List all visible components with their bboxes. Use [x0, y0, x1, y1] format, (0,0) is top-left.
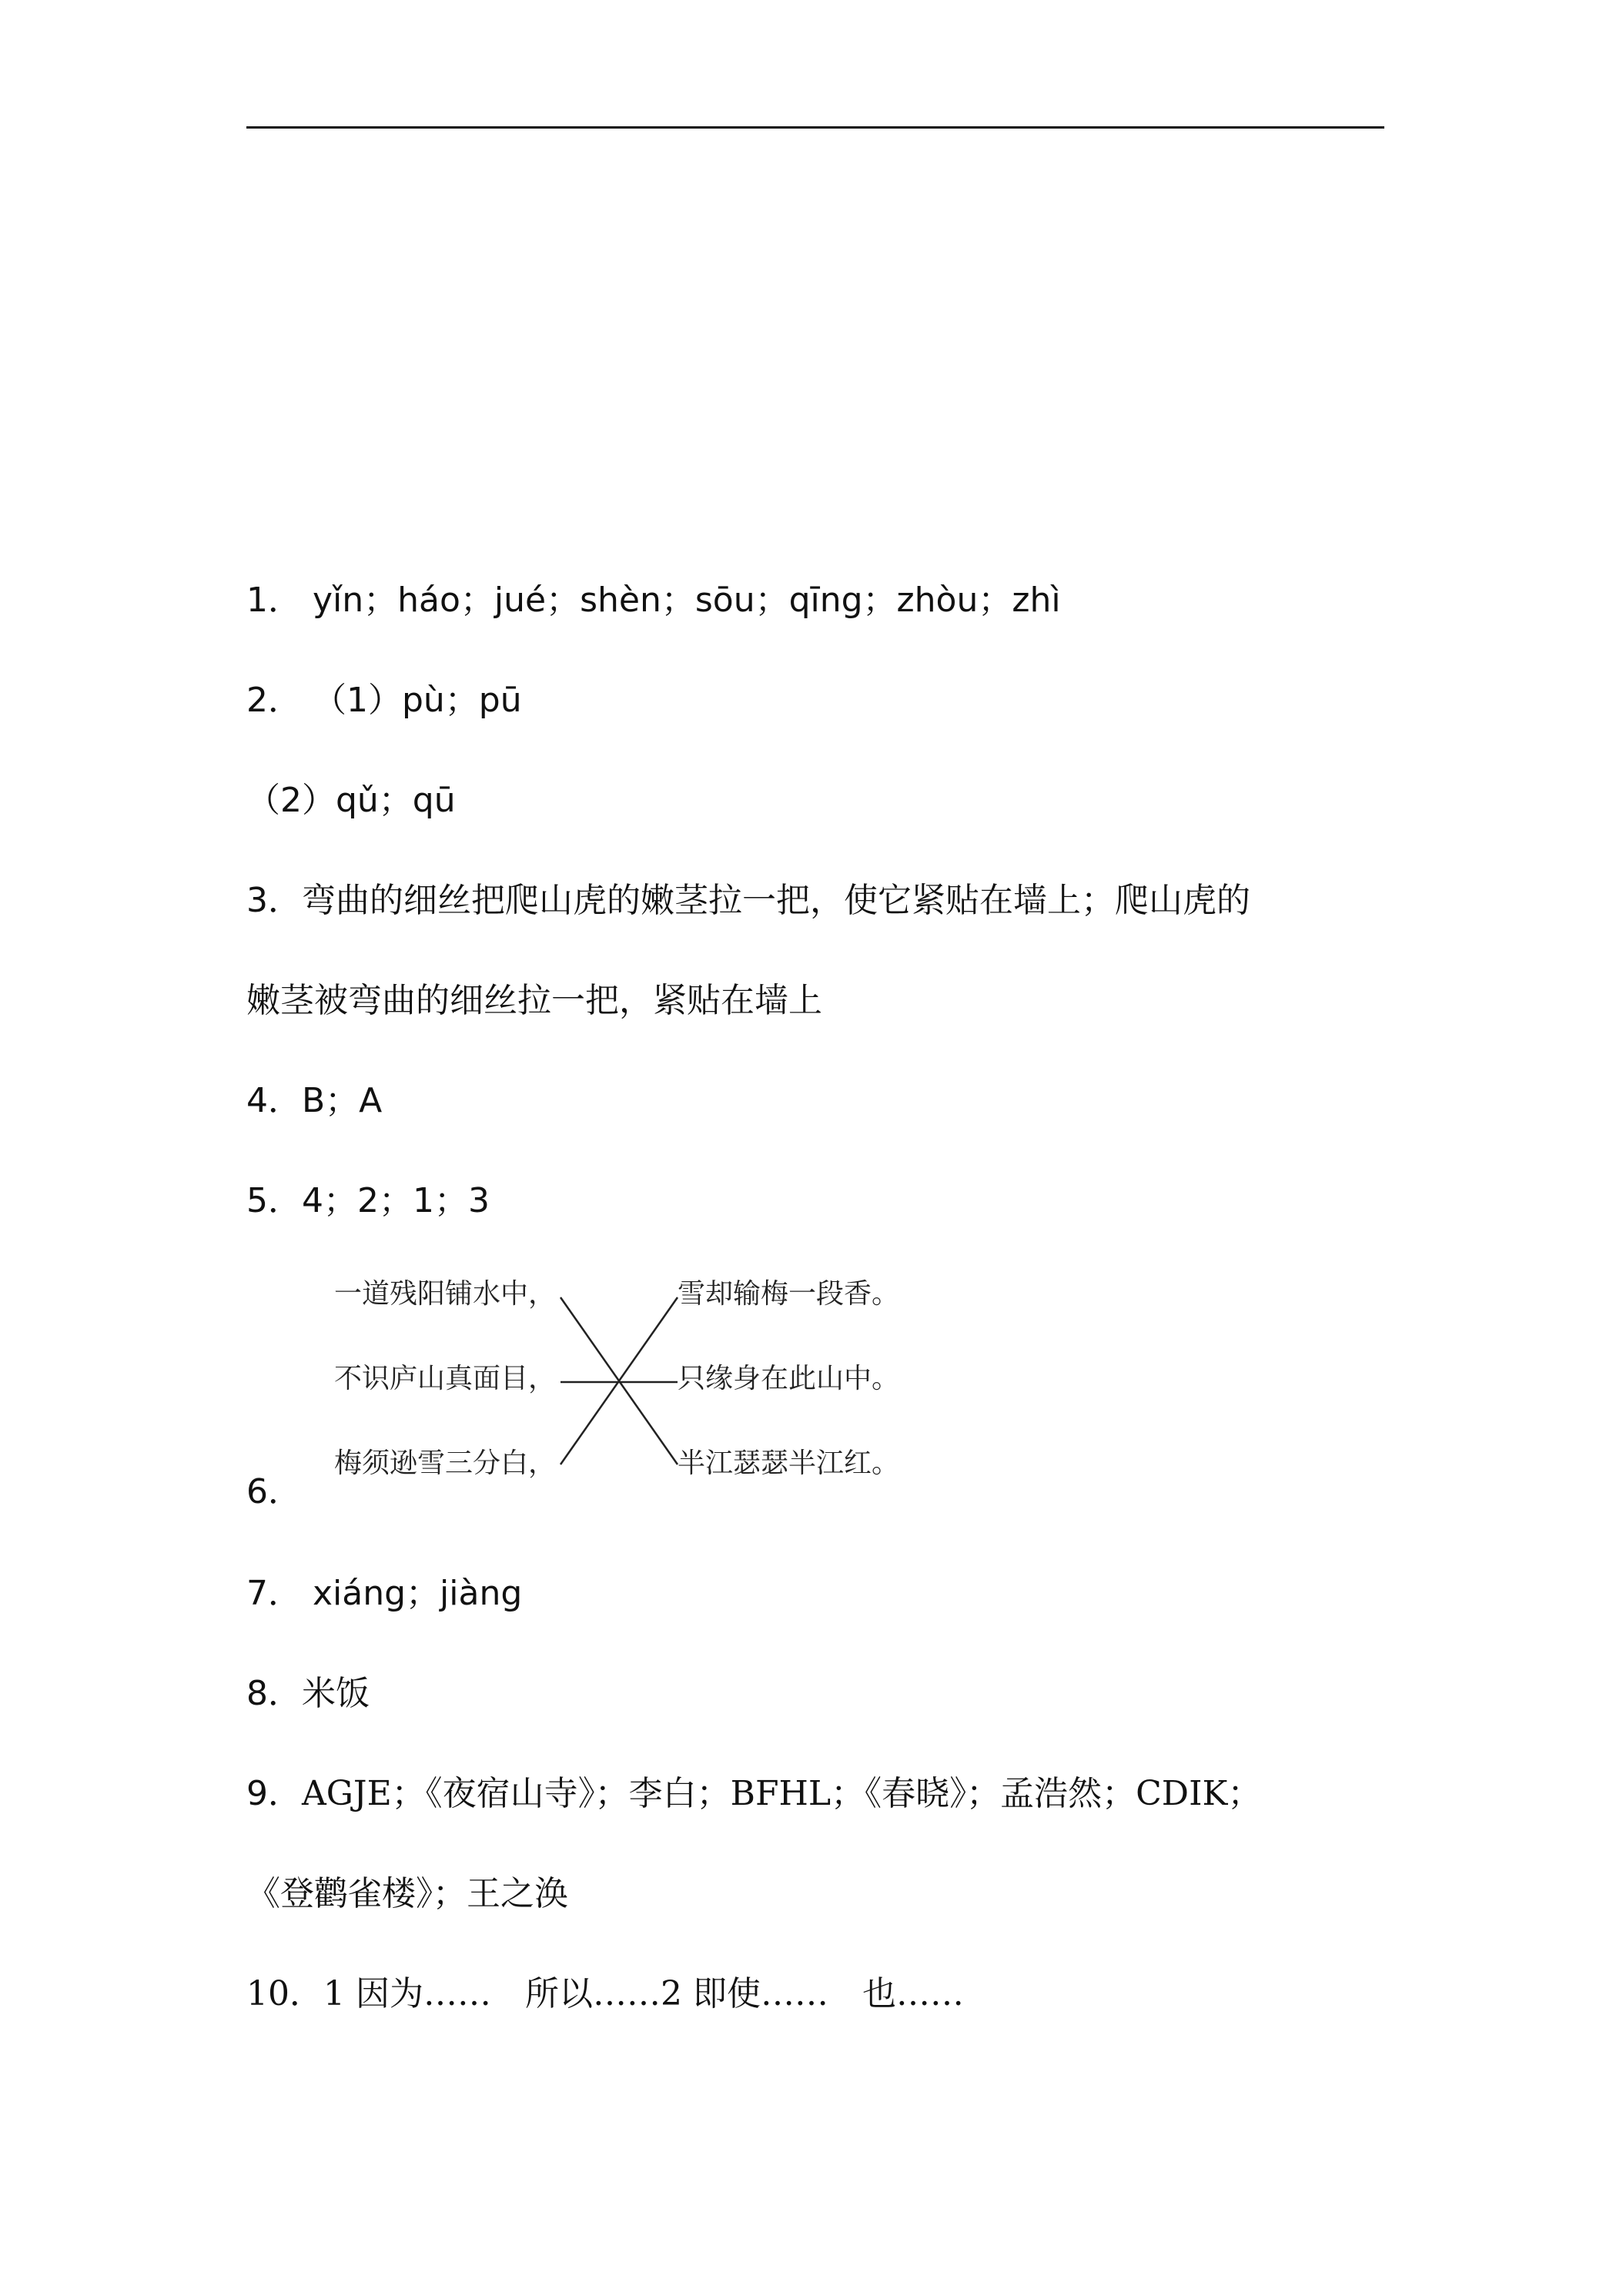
answer-7-number: 7．	[246, 1574, 302, 1613]
answer-3-text: 弯曲的细丝把爬山虎的嫩茎拉一把，使它紧贴在墙上；爬山虎的	[302, 881, 1250, 920]
match-right-1: 雪却输梅一段香。	[678, 1278, 900, 1310]
answer-10-text: 1 因为…… 所以……2 即使…… 也……	[323, 1974, 964, 2013]
answer-3-number: 3．	[246, 881, 302, 920]
answer-8-number: 8．	[246, 1674, 302, 1713]
answer-10-number: 10．	[246, 1974, 323, 2013]
answer-3-continued-text: 嫩茎被弯曲的细丝拉一把，紧贴在墙上	[246, 981, 822, 1020]
answer-4-number: 4．	[246, 1081, 302, 1120]
answer-3	[246, 878, 1250, 924]
answer-7-text: xiáng；jiàng	[302, 1574, 523, 1613]
match-right-2: 只缘身在此山中。	[678, 1363, 900, 1394]
answer-9-text: AGJE；《夜宿山寺》；李白；BFHL；《春晓》；孟浩然；CDIK；	[302, 1774, 1262, 1813]
answer-5-text: 4；2；1；3	[302, 1181, 490, 1220]
match-left-3: 梅须逊雪三分白，	[334, 1448, 557, 1479]
answer-1	[246, 577, 1061, 624]
answer-9-number: 9．	[246, 1774, 302, 1813]
answer-2	[246, 678, 522, 724]
match-left-1: 一道残阳铺水中，	[334, 1278, 557, 1310]
answer-2-number: 2．	[246, 681, 302, 720]
answer-8-text: 米饭	[302, 1674, 370, 1713]
match-left-2: 不识庐山真面目，	[334, 1363, 557, 1394]
answer-2-part-2	[246, 778, 456, 824]
answer-9	[246, 1771, 1261, 1817]
answer-5-number: 5．	[246, 1181, 302, 1220]
answer-8	[246, 1671, 370, 1717]
answer-2-text: （1）pù；pū	[302, 681, 522, 720]
answer-3-continued	[246, 978, 822, 1024]
answer-6-number: 6．	[246, 1472, 302, 1511]
answer-9-continued	[246, 1871, 568, 1917]
header-rule	[246, 126, 1384, 129]
answer-10	[246, 1971, 964, 2017]
answer-4	[246, 1078, 382, 1124]
answer-6	[246, 1469, 302, 1515]
answer-1-number: 1．	[246, 581, 302, 620]
answer-1-text: yǐn；háo；jué；shèn；sōu；qīng；zhòu；zhì	[302, 581, 1061, 620]
match-right-3: 半江瑟瑟半江红。	[678, 1448, 900, 1479]
answer-9-continued-text: 《登鹳雀楼》；王之涣	[246, 1874, 568, 1913]
answer-2-part-2-text: （2）qǔ；qū	[246, 781, 456, 820]
answer-5	[246, 1178, 490, 1224]
answer-4-text: B；A	[302, 1081, 383, 1120]
poem-matching-diagram	[323, 1255, 909, 1509]
answer-7	[246, 1571, 522, 1617]
